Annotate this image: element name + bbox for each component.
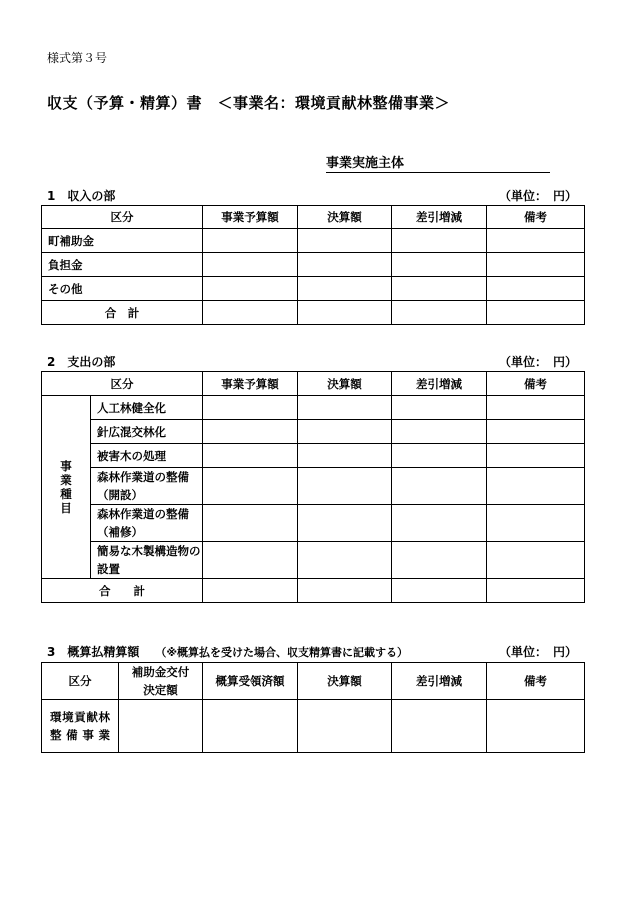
- income-header-budget: 事業予算額: [203, 206, 298, 229]
- input-cell[interactable]: [392, 579, 487, 603]
- income-header-remarks: 備考: [487, 206, 585, 229]
- section1-unit: （単位： 円）: [499, 189, 578, 203]
- input-cell[interactable]: [298, 277, 392, 301]
- input-cell[interactable]: [392, 229, 487, 253]
- input-cell[interactable]: [298, 229, 392, 253]
- input-cell[interactable]: [487, 542, 585, 579]
- input-cell[interactable]: [119, 700, 203, 753]
- expense-total-label: 合 計: [42, 579, 203, 603]
- input-cell[interactable]: [392, 542, 487, 579]
- input-cell[interactable]: [487, 700, 585, 753]
- advance-header-difference: 差引増減: [392, 663, 487, 700]
- section2-unit: （単位： 円）: [499, 355, 578, 369]
- input-cell[interactable]: [203, 253, 298, 277]
- entity-field[interactable]: [326, 152, 550, 173]
- income-header-row: [42, 206, 585, 229]
- input-cell[interactable]: [203, 542, 298, 579]
- input-cell[interactable]: [203, 444, 298, 468]
- table-row: [42, 468, 585, 505]
- input-cell[interactable]: [392, 444, 487, 468]
- input-cell[interactable]: [392, 301, 487, 325]
- expense-row-label: 森林作業道の整備（補修）: [91, 505, 203, 542]
- input-cell[interactable]: [203, 505, 298, 542]
- group-char: 業: [60, 473, 72, 487]
- input-cell[interactable]: [298, 579, 392, 603]
- section1-heading: 1 収入の部: [47, 189, 116, 203]
- input-cell[interactable]: [298, 444, 392, 468]
- table-row: [42, 396, 585, 420]
- expense-total-row: [42, 579, 585, 603]
- group-char: 種: [60, 487, 72, 501]
- input-cell[interactable]: [298, 542, 392, 579]
- input-cell[interactable]: [298, 468, 392, 505]
- input-cell[interactable]: [487, 253, 585, 277]
- advance-header-settlement: 決算額: [298, 663, 392, 700]
- section3-heading-line: [47, 643, 408, 660]
- input-cell[interactable]: [298, 420, 392, 444]
- income-header-difference: 差引増減: [392, 206, 487, 229]
- table-row: [42, 253, 585, 277]
- input-cell[interactable]: [392, 505, 487, 542]
- income-row-label: 負担金: [42, 253, 203, 277]
- income-total-row: [42, 301, 585, 325]
- advance-header-grant-decision: 補助金交付決定額: [119, 663, 203, 700]
- expense-header-row: [42, 372, 585, 396]
- group-char: 事: [60, 459, 72, 473]
- input-cell[interactable]: [487, 444, 585, 468]
- input-cell[interactable]: [392, 396, 487, 420]
- input-cell[interactable]: [487, 301, 585, 325]
- input-cell[interactable]: [487, 277, 585, 301]
- table-row: [42, 700, 585, 753]
- expense-header-budget: 事業予算額: [203, 372, 298, 396]
- table-row: [42, 277, 585, 301]
- input-cell[interactable]: [298, 253, 392, 277]
- expense-row-label: 針広混交林化: [91, 420, 203, 444]
- document-title: 収支（予算・精算）書 ＜事業名：環境貢献林整備事業＞: [47, 94, 451, 112]
- expense-header-difference: 差引増減: [392, 372, 487, 396]
- expense-table: [41, 371, 585, 603]
- input-cell[interactable]: [487, 420, 585, 444]
- advance-header-advance-received: 概算受領済額: [203, 663, 298, 700]
- input-cell[interactable]: [487, 579, 585, 603]
- input-cell[interactable]: [203, 468, 298, 505]
- table-row: [42, 542, 585, 579]
- expense-header-settlement: 決算額: [298, 372, 392, 396]
- group-char: 目: [60, 501, 72, 515]
- input-cell[interactable]: [487, 505, 585, 542]
- income-table: [41, 205, 585, 325]
- expense-header-category: 区分: [42, 372, 203, 396]
- input-cell[interactable]: [487, 468, 585, 505]
- entity-label: 事業実施主体: [326, 156, 405, 171]
- advance-header-row: [42, 663, 585, 700]
- form-number: 様式第３号: [47, 51, 108, 65]
- input-cell[interactable]: [203, 301, 298, 325]
- input-cell[interactable]: [392, 420, 487, 444]
- section3-note: （※概算払を受けた場合、収支精算書に記載する）: [155, 646, 409, 659]
- input-cell[interactable]: [203, 579, 298, 603]
- input-cell[interactable]: [392, 277, 487, 301]
- table-row: [42, 444, 585, 468]
- table-row: [42, 505, 585, 542]
- expense-group-label: [42, 396, 91, 579]
- section3-heading: 3 概算払精算額: [47, 645, 140, 659]
- advance-row-label: 環境貢献林整備事業: [42, 700, 119, 753]
- input-cell[interactable]: [487, 229, 585, 253]
- expense-row-label: 人工林健全化: [91, 396, 203, 420]
- input-cell[interactable]: [392, 253, 487, 277]
- income-total-label: 合 計: [42, 301, 203, 325]
- section3-unit: （単位： 円）: [499, 645, 578, 659]
- input-cell[interactable]: [392, 700, 487, 753]
- table-row: [42, 420, 585, 444]
- input-cell[interactable]: [298, 505, 392, 542]
- input-cell[interactable]: [203, 420, 298, 444]
- income-header-settlement: 決算額: [298, 206, 392, 229]
- advance-header-remarks: 備考: [487, 663, 585, 700]
- input-cell[interactable]: [298, 301, 392, 325]
- expense-header-remarks: 備考: [487, 372, 585, 396]
- input-cell[interactable]: [203, 229, 298, 253]
- expense-row-label: 森林作業道の整備（開設）: [91, 468, 203, 505]
- input-cell[interactable]: [487, 396, 585, 420]
- income-row-label: 町補助金: [42, 229, 203, 253]
- input-cell[interactable]: [298, 396, 392, 420]
- expense-row-label: 簡易な木製構造物の設置: [91, 542, 203, 579]
- advance-header-category: 区分: [42, 663, 119, 700]
- section2-heading: 2 支出の部: [47, 355, 116, 369]
- table-row: [42, 229, 585, 253]
- income-header-category: 区分: [42, 206, 203, 229]
- expense-row-label: 被害木の処理: [91, 444, 203, 468]
- input-cell[interactable]: [203, 277, 298, 301]
- input-cell[interactable]: [203, 396, 298, 420]
- income-row-label: その他: [42, 277, 203, 301]
- advance-settlement-table: [41, 662, 585, 753]
- input-cell[interactable]: [298, 700, 392, 753]
- input-cell[interactable]: [203, 700, 298, 753]
- input-cell[interactable]: [392, 468, 487, 505]
